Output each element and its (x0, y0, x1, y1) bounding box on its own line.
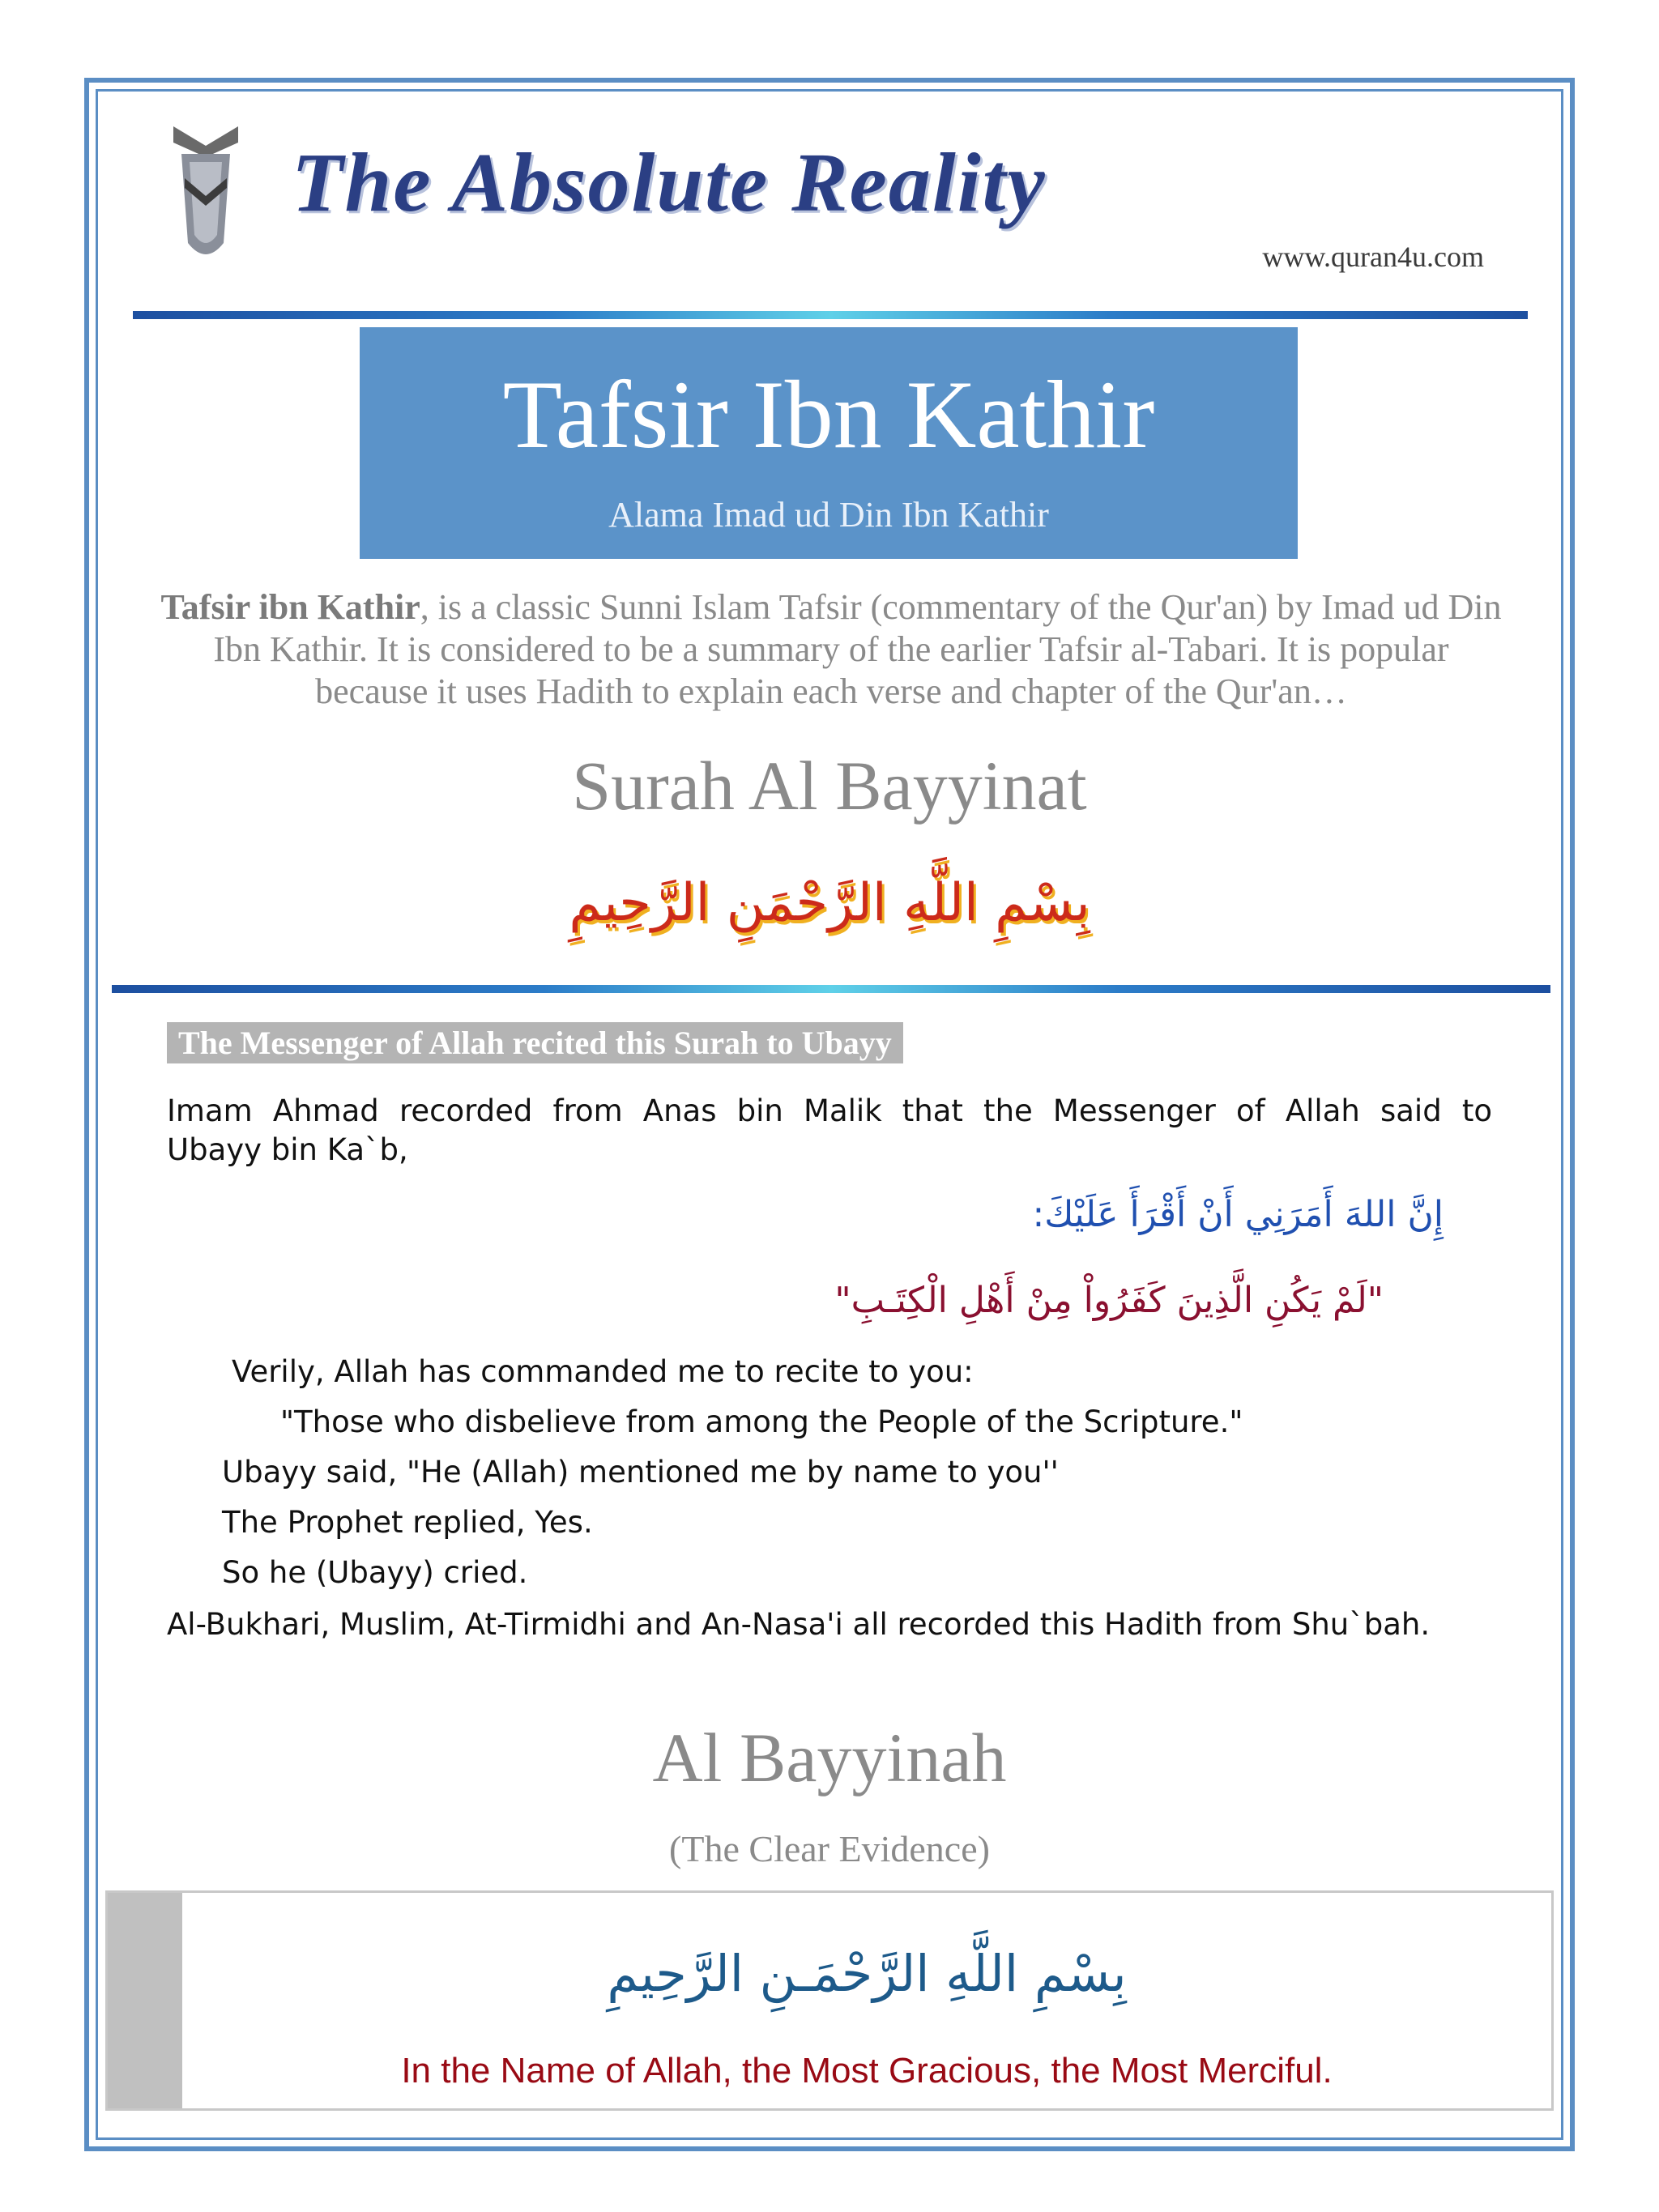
hadith-line-1: Verily, Allah has commanded me to recite to you: (232, 1354, 974, 1389)
divider-middle (112, 985, 1550, 993)
chapter-title: Al Bayyinah (652, 1719, 1007, 1796)
paragraph-line-1: Imam Ahmad recorded from Anas bin Malik that the Messenger of Allah said to (167, 1093, 1492, 1128)
quran-logo-icon (165, 121, 246, 267)
basmala-translation: In the Name of Allah, the Most Gracious, the Most Merciful. (401, 2051, 1333, 2091)
hadith-line-3: Ubayy said, "He (Allah) mentioned me by name to you'' (222, 1455, 1059, 1490)
arabic-verse-1: إِنَّ اللهَ أَمَرَنِي أَنْ أَقْرَأَ عَلَيْكَ: (1032, 1194, 1444, 1235)
chapter-subtitle: (The Clear Evidence) (669, 1828, 990, 1869)
section-heading: The Messenger of Allah recited this Surah to Ubayy (167, 1022, 903, 1063)
basmala-decorative: بِسْمِ اللَّهِ الرَّحْمَنِ الرَّحِيمِ (569, 873, 1090, 933)
basmala-arabic: بِسْمِ اللَّهِ الرَّحْمَـنِ الرَّحِيمِ (607, 1944, 1127, 2003)
logo-url: www.quran4u.com (1262, 241, 1484, 273)
basmala-box-sidebar (108, 1893, 182, 2108)
surah-title: Surah Al Bayyinat (572, 747, 1087, 825)
hadith-line-2: "Those who disbelieve from among the People of the Scripture." (280, 1404, 1243, 1439)
arabic-verse-2: "لَمْ يَكُنِ الَّذِينَ كَفَرُواْ مِنْ أَهْلِ الْكِتَـبِ" (834, 1280, 1384, 1321)
logo-title: The Absolute Reality (292, 136, 1047, 229)
page-subtitle: Alama Imad ud Din Ibn Kathir (608, 495, 1049, 535)
paragraph-line-2: Ubayy bin Ka`b, (167, 1132, 408, 1167)
intro-paragraph (159, 586, 1503, 713)
title-box (360, 327, 1298, 559)
hadith-line-6: Al-Bukhari, Muslim, At-Tirmidhi and An-Nasa'i all recorded this Hadith from Shu`bah. (167, 1607, 1431, 1642)
divider-top (133, 311, 1528, 319)
intro-bold: Tafsir ibn Kathir (160, 587, 420, 627)
hadith-line-4: The Prophet replied, Yes. (222, 1505, 593, 1540)
hadith-line-5: So he (Ubayy) cried. (222, 1555, 528, 1590)
intro-text: , is a classic Sunni Islam Tafsir (commentary of the Qur'an) by Imad ud Din Ibn Kathir. It is considered to be a summary of the earlier Tafsir al-Tabari. It is popular because it uses Hadith to explain each verse and chapter of the Qur'an… (213, 587, 1502, 711)
page-title: Tafsir Ibn Kathir (502, 360, 1155, 468)
